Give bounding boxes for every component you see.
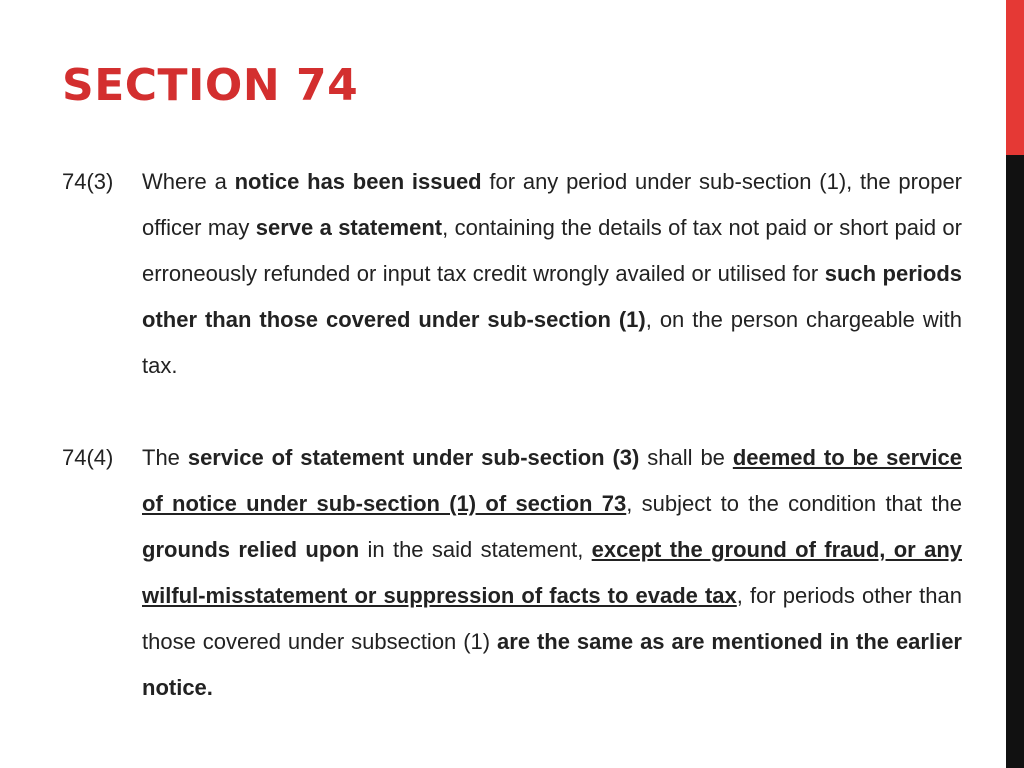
underlined-phrase: deemed to be service of notice under sub-section (1) of section 73 xyxy=(142,445,962,516)
bold-phrase: grounds relied upon xyxy=(142,537,360,562)
text-run: in the said statement, xyxy=(359,537,592,562)
text-run: , containing the details of tax not paid or short paid or erroneously refunded or input tax credit wrongly availed or utilised for xyxy=(142,215,962,286)
side-accent-black xyxy=(1006,155,1024,768)
slide-title: SECTION 74 xyxy=(62,60,359,111)
bold-phrase: are the same as are mentioned in the earlier notice. xyxy=(142,629,962,700)
text-run: , on the person chargeable with tax. xyxy=(142,307,962,378)
clause-74-4 xyxy=(62,435,962,711)
text-run: for any period under sub-section (1), the proper officer may xyxy=(142,169,963,240)
text-run: , for periods other than those covered under subsection (1) xyxy=(142,583,962,654)
clause-text xyxy=(142,435,962,711)
side-accent-red xyxy=(1006,0,1024,155)
text-run: The xyxy=(142,445,188,470)
underlined-phrase: except the ground of fraud, or any wilful-misstatement or suppression of facts to evade tax xyxy=(142,537,963,608)
bold-phrase: such periods other than those covered under sub-section (1) xyxy=(142,261,962,332)
text-run: , subject to the condition that the xyxy=(626,491,963,516)
text-run: shall be xyxy=(639,445,733,470)
text-run: Where a xyxy=(142,169,235,194)
clause-text xyxy=(142,159,962,389)
clause-number: 74(3) xyxy=(62,169,114,194)
bold-phrase: serve a statement xyxy=(255,215,443,240)
side-accent-bar xyxy=(1006,0,1024,768)
bold-phrase: service of statement under sub-section (3) xyxy=(187,445,640,470)
clause-74-3 xyxy=(62,159,962,389)
bold-phrase: notice has been issued xyxy=(234,169,482,194)
clause-number: 74(4) xyxy=(62,445,114,470)
